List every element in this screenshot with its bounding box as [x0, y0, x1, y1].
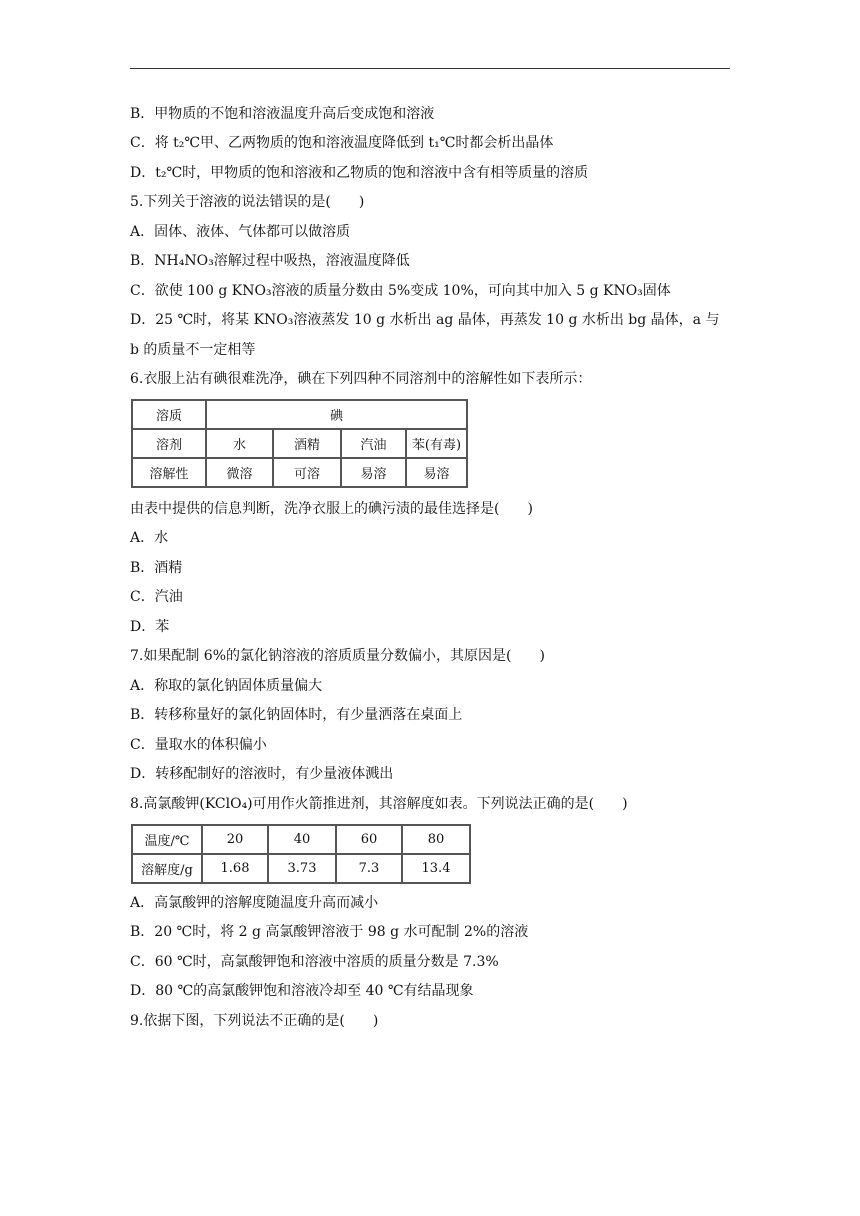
table-cell: 酒精 — [273, 429, 341, 458]
table-cell: 13.4 — [402, 854, 470, 883]
question-8: 8.高氯酸钾(KClO₄)可用作火箭推进剂，其溶解度如表。下列说法正确的是( ) — [130, 796, 628, 812]
option-6a: A．水 — [130, 530, 169, 546]
question-6: 6.衣服上沾有碘很难洗净，碘在下列四种不同溶剂中的溶解性如下表所示： — [130, 371, 592, 387]
iodine-solubility-table — [131, 399, 468, 488]
option-8a: A．高氯酸钾的溶解度随温度升高而减小 — [130, 895, 379, 911]
option-5b: B．NH₄NO₃溶解过程中吸热，溶液温度降低 — [130, 253, 410, 269]
table-cell: 可溶 — [273, 458, 341, 487]
table-cell: 易溶 — [341, 458, 406, 487]
option-4b: B．甲物质的不饱和溶液温度升高后变成饱和溶液 — [130, 106, 435, 122]
option-5a: A．固体、液体、气体都可以做溶质 — [130, 224, 351, 240]
option-7b: B．转移称量好的氯化钠固体时，有少量洒落在桌面上 — [130, 707, 463, 723]
option-5d-cont: b 的质量不一定相等 — [130, 342, 256, 358]
option-8b: B．20 ℃时，将 2 g 高氯酸钾溶液于 98 g 水可配制 2%的溶液 — [130, 924, 529, 940]
table-cell: 7.3 — [336, 854, 402, 883]
table-cell: 汽油 — [341, 429, 406, 458]
table-cell: 80 — [402, 825, 470, 854]
table-row — [132, 400, 467, 429]
option-5c: C．欲使 100 g KNO₃溶液的质量分数由 5%变成 10%，可向其中加入 5 g KNO₃固体 — [130, 283, 671, 299]
table-cell: 20 — [202, 825, 268, 854]
question-7: 7.如果配制 6%的氯化钠溶液的溶质质量分数偏小，其原因是( ) — [130, 648, 545, 664]
option-5d: D．25 ℃时，将某 KNO₃溶液蒸发 10 g 水析出 ag 晶体，再蒸发 10 g 水析出 bg 晶体，a 与 — [130, 312, 720, 328]
table-cell: 60 — [336, 825, 402, 854]
question-9: 9.依据下图，下列说法不正确的是( ) — [130, 1013, 379, 1029]
option-7c: C．量取水的体积偏小 — [130, 737, 267, 753]
table-cell: 碘 — [206, 400, 467, 429]
table-cell: 易溶 — [406, 458, 467, 487]
table-cell: 溶解度/g — [132, 854, 202, 883]
question-6-prompt: 由表中提供的信息判断，洗净衣服上的碘污渍的最佳选择是( ) — [130, 501, 533, 517]
option-4c: C．将 t₂℃甲、乙两物质的饱和溶液温度降低到 t₁℃时都会析出晶体 — [130, 135, 554, 151]
option-7a: A．称取的氯化钠固体质量偏大 — [130, 678, 323, 694]
option-4d: D．t₂℃时，甲物质的饱和溶液和乙物质的饱和溶液中含有相等质量的溶质 — [130, 165, 589, 181]
table-cell: 溶剂 — [132, 429, 206, 458]
kclo4-solubility-table — [131, 824, 471, 884]
table-cell: 溶解性 — [132, 458, 206, 487]
option-7d: D．转移配制好的溶液时，有少量液体溅出 — [130, 766, 394, 782]
table-row — [132, 458, 467, 487]
table-cell: 水 — [206, 429, 273, 458]
option-8c: C．60 ℃时，高氯酸钾饱和溶液中溶质的质量分数是 7.3% — [130, 954, 499, 970]
table-row — [132, 854, 470, 883]
table-cell: 3.73 — [268, 854, 336, 883]
table-cell: 40 — [268, 825, 336, 854]
header-rule — [130, 68, 730, 69]
option-8d: D．80 ℃的高氯酸钾饱和溶液冷却至 40 ℃有结晶现象 — [130, 983, 474, 999]
table-cell: 溶质 — [132, 400, 206, 429]
table-cell: 温度/℃ — [132, 825, 202, 854]
table-cell: 1.68 — [202, 854, 268, 883]
option-6d: D．苯 — [130, 619, 170, 635]
option-6b: B．酒精 — [130, 560, 183, 576]
table-cell: 苯(有毒) — [406, 429, 467, 458]
option-6c: C．汽油 — [130, 589, 183, 605]
table-row — [132, 429, 467, 458]
question-5: 5.下列关于溶液的说法错误的是( ) — [130, 194, 365, 210]
table-row — [132, 825, 470, 854]
table-cell: 微溶 — [206, 458, 273, 487]
